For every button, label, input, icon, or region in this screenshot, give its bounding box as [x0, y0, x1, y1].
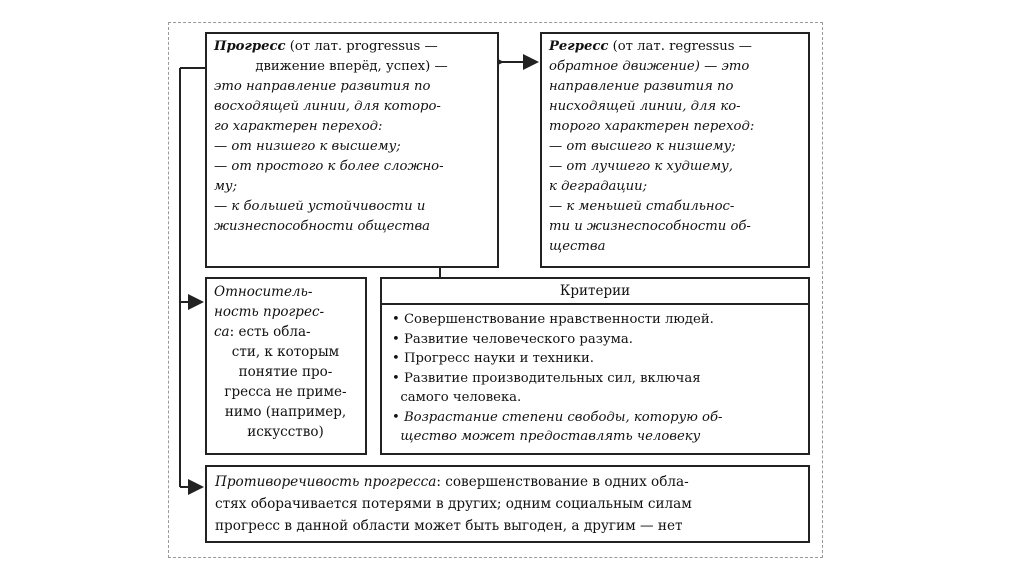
criteria-item: • Прогресс науки и техники. [392, 351, 594, 366]
regress-term: Регресс [549, 39, 609, 54]
criteria-item: • Развитие производительных сил, включая [392, 370, 701, 386]
contradiction-box: Противоречивость прогресса: совершенствование в одних обла- стях оборачивается потерями в других; одним социальным силам прогресс в данной области может быть выгоден, а другим — нет [205, 465, 810, 543]
criteria-item: самого человека. [392, 390, 522, 405]
criteria-list [382, 305, 808, 447]
criteria-title: Критерии [382, 279, 808, 305]
criteria-box [380, 277, 810, 455]
criteria-item: • Развитие человеческого разума. [392, 331, 633, 347]
contradiction-term: Противоречивость прогресса [215, 474, 437, 490]
regress-definition-box: Регресс (от лат. regressus — обратное движение) — это направление развития по нисходящей линии, для ко- торого характерен переход: — от высшего к низшему; — от лучшего к худшему, к деградации; — к меньшей стабильнос- ти и жизнеспособности об- щества [540, 32, 810, 268]
criteria-item: • Возрастание степени свободы, которую об- [392, 409, 723, 425]
progress-term: Прогресс [214, 39, 286, 54]
progress-definition-box: Прогресс (от лат. progressus — движение вперёд, успех) — это направление развития по восходящей линии, для которо- го характерен переход: — от низшего к высшему; — от простого к более сложно- му; — к большей устойчивости и жизнеспособности общества [205, 32, 499, 268]
criteria-item: • Совершенствование нравственности людей. [392, 312, 714, 327]
criteria-item: щество может предоставлять человеку [392, 429, 701, 444]
relativity-box: Относитель- ность прогрес- са: есть обла- сти, к которым понятие про- гресса не приме- нимо (например, искусство) [205, 277, 367, 455]
